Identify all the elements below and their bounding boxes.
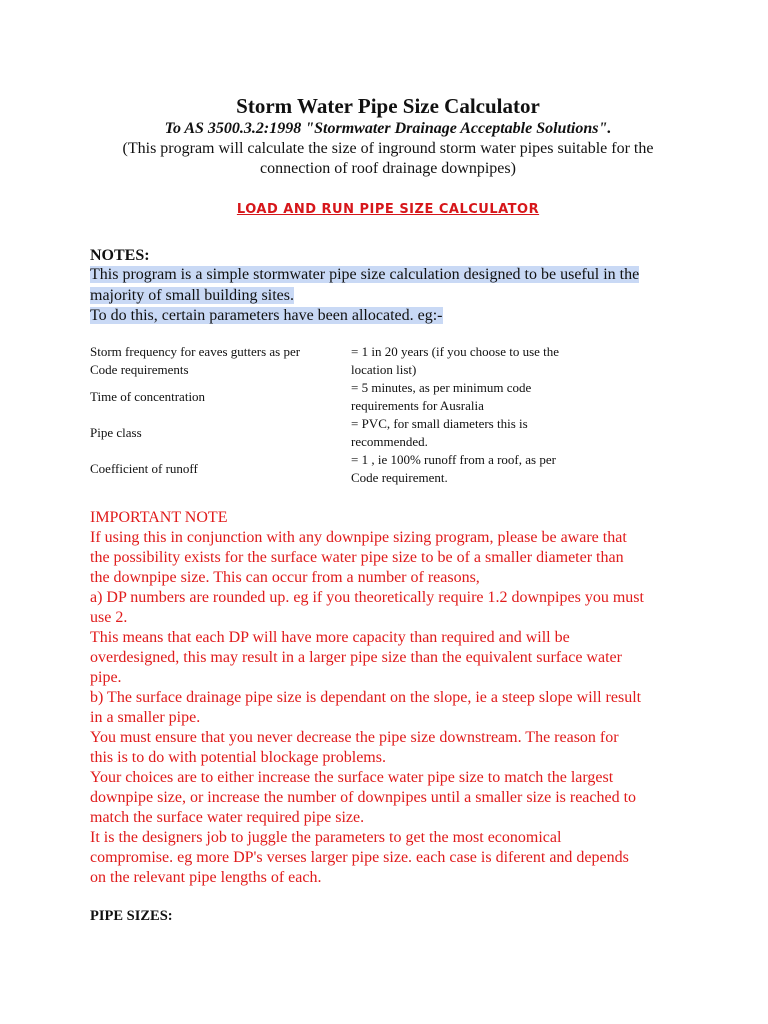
parameter-name-line: Time of concentration	[90, 388, 206, 404]
parameter-name	[90, 343, 351, 379]
parameter-value-line: = 1 , ie 100% runoff from a roof, as per	[351, 451, 556, 467]
parameter-value-line: = 1 in 20 years (if you choose to use the	[351, 343, 560, 359]
document-page	[90, 93, 686, 925]
notes-body	[90, 265, 686, 327]
parameter-value	[351, 379, 611, 415]
parameter-value-line: = PVC, for small diameters this is	[351, 415, 528, 431]
important-note-line: in a smaller pipe.	[90, 708, 201, 726]
load-run-calculator-link[interactable]: LOAD AND RUN PIPE SIZE CALCULATOR	[236, 202, 540, 217]
important-note-line: use 2.	[90, 608, 128, 626]
document-subtitle: To AS 3500.3.2:1998 "Stormwater Drainage Acceptable Solutions".	[164, 120, 612, 137]
important-note-line: the possibility exists for the surface water pipe size to be of a smaller diameter than	[90, 548, 624, 566]
important-note-section	[90, 508, 686, 888]
parameter-value-line: recommended.	[351, 433, 428, 449]
parameter-name-line: Storm frequency for eaves gutters as per	[90, 343, 301, 359]
parameter-name-line: Code requirements	[90, 361, 189, 377]
important-note-line: This means that each DP will have more capacity than required and will be	[90, 628, 570, 646]
parameter-row	[90, 343, 611, 379]
notes-heading: NOTES:	[90, 247, 150, 264]
parameter-row	[90, 415, 611, 451]
notes-highlight-line-3: To do this, certain parameters have been allocated. eg:-	[90, 307, 443, 324]
important-note-line: b) The surface drainage pipe size is dependant on the slope, ie a steep slope will result	[90, 688, 642, 706]
parameter-name	[90, 379, 351, 415]
parameter-name-line: Coefficient of runoff	[90, 460, 198, 476]
parameter-value	[351, 343, 611, 379]
important-note-line: overdesigned, this may result in a larger pipe size than the equivalent surface water	[90, 648, 622, 666]
important-note-line: the downpipe size. This can occur from a number of reasons,	[90, 568, 480, 586]
important-note-line: a) DP numbers are rounded up. eg if you theoretically require 1.2 downpipes you must	[90, 588, 644, 606]
parameter-name	[90, 451, 351, 487]
parameters-table	[90, 343, 611, 487]
document-title: Storm Water Pipe Size Calculator	[236, 94, 540, 118]
parameter-row	[90, 451, 611, 487]
important-note-line: downpipe size, or increase the number of downpipes until a smaller size is reached to	[90, 788, 637, 806]
intro-line-1: (This program will calculate the size of inground storm water pipes suitable for the	[122, 140, 654, 157]
important-note-line: match the surface water required pipe size.	[90, 808, 365, 826]
pipe-sizes-heading: PIPE SIZES:	[90, 907, 173, 924]
parameter-row	[90, 379, 611, 415]
important-note-line: You must ensure that you never decrease the pipe size downstream. The reason for	[90, 728, 619, 746]
parameter-value-line: Code requirement.	[351, 469, 448, 485]
important-note-line: this is to do with potential blockage problems.	[90, 748, 386, 766]
important-note-line: on the relevant pipe lengths of each.	[90, 868, 322, 886]
important-note-line: compromise. eg more DP's verses larger pipe size. each case is diferent and depends	[90, 848, 629, 866]
notes-highlight-line-2: majority of small building sites.	[90, 286, 294, 304]
notes-highlight-line-1: This program is a simple stormwater pipe size calculation designed to be useful in the	[90, 266, 640, 283]
important-note-line: It is the designers job to juggle the parameters to get the most economical	[90, 828, 562, 846]
important-note-heading: IMPORTANT NOTE	[90, 508, 228, 526]
important-note-line: pipe.	[90, 668, 122, 686]
parameter-value-line: requirements for Ausralia	[351, 397, 484, 413]
intro-line-2: connection of roof drainage downpipes)	[260, 160, 516, 177]
parameter-value-line: = 5 minutes, as per minimum code	[351, 379, 532, 395]
parameter-name	[90, 415, 351, 451]
important-note-line: Your choices are to either increase the surface water pipe size to match the largest	[90, 768, 614, 786]
important-note-line: If using this in conjunction with any downpipe sizing program, please be aware that	[90, 528, 627, 546]
important-note-body	[90, 528, 686, 888]
parameter-value	[351, 451, 611, 487]
parameter-value	[351, 415, 611, 451]
parameter-name-line: Pipe class	[90, 424, 142, 440]
parameter-value-line: location list)	[351, 361, 417, 377]
